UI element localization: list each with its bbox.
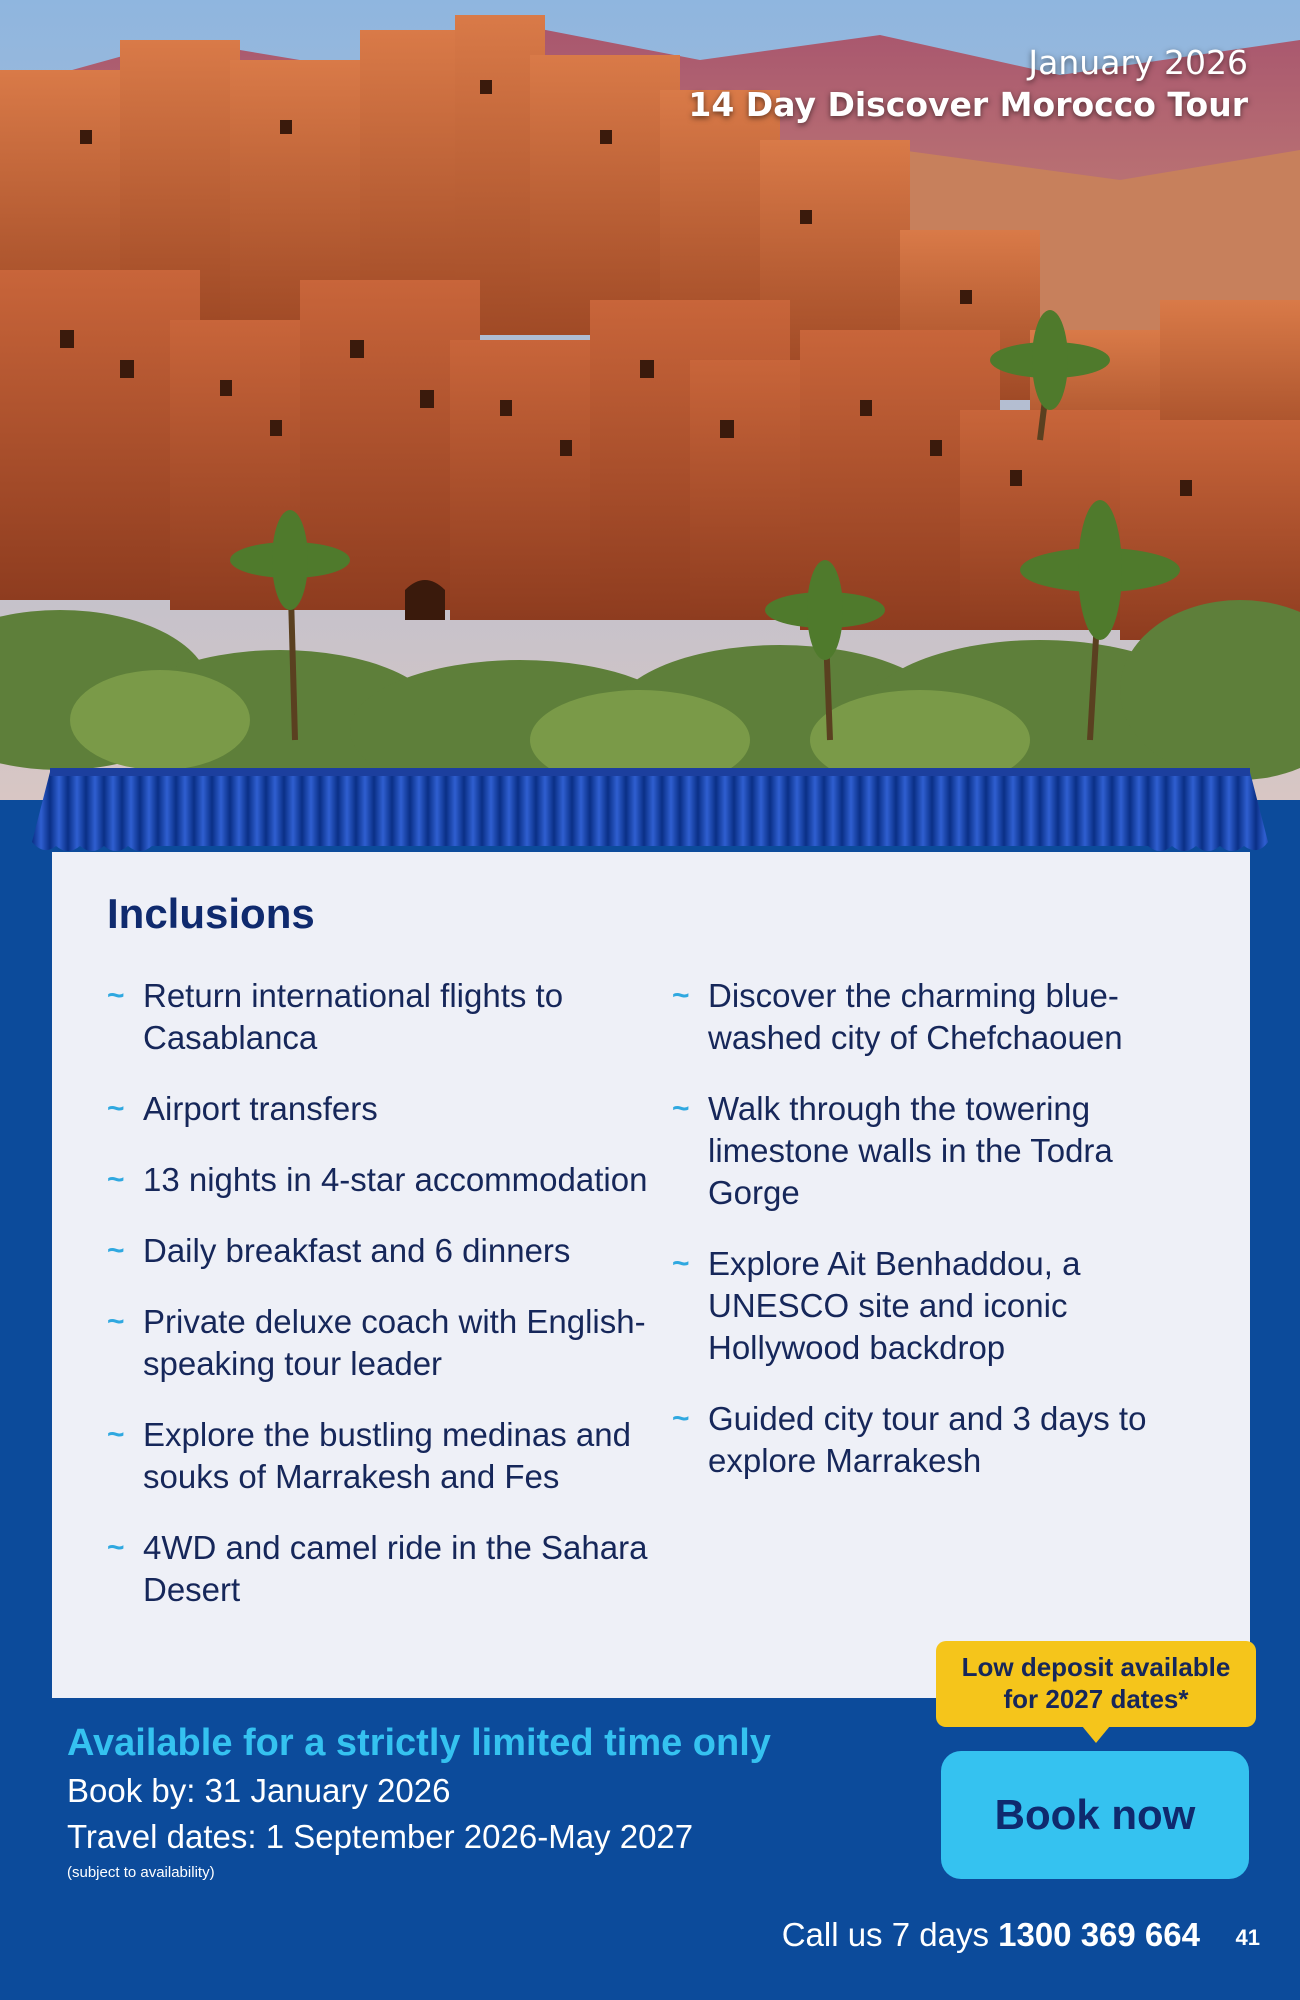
list-item-text: 13 nights in 4-star accommodation bbox=[143, 1161, 648, 1198]
list-item-text: Airport transfers bbox=[143, 1090, 378, 1127]
inclusions-heading: Inclusions bbox=[107, 890, 315, 937]
call-prefix: Call us 7 days bbox=[781, 1916, 989, 1953]
list-item bbox=[107, 1230, 667, 1272]
list-item-text: Guided city tour and 3 days to explore Marrakesh bbox=[708, 1400, 1147, 1479]
list-item bbox=[672, 975, 1192, 1059]
list-item-text: Private deluxe coach with English-speaking tour leader bbox=[143, 1303, 646, 1382]
tilde-bullet-icon: ~ bbox=[672, 1247, 690, 1280]
tilde-bullet-icon: ~ bbox=[672, 1402, 690, 1435]
tilde-bullet-icon: ~ bbox=[107, 1163, 125, 1196]
phone-number[interactable]: 1300 369 664 bbox=[998, 1916, 1200, 1953]
call-us-line bbox=[782, 1916, 1200, 1954]
hero-caption bbox=[688, 42, 1248, 126]
list-item bbox=[107, 1414, 667, 1498]
limited-time-headline: Available for a strictly limited time only bbox=[67, 1722, 771, 1764]
list-item-text: Explore the bustling medinas and souks of Marrakesh and Fes bbox=[143, 1416, 631, 1495]
list-item-text: Return international flights to Casablanca bbox=[143, 977, 564, 1056]
inclusions-list-right bbox=[672, 975, 1192, 1511]
book-now-button[interactable]: Book now bbox=[941, 1751, 1249, 1879]
inclusions-panel bbox=[52, 852, 1250, 1698]
tilde-bullet-icon: ~ bbox=[672, 979, 690, 1012]
book-by-date: Book by: 31 January 2026 bbox=[67, 1772, 451, 1809]
list-item bbox=[107, 1159, 667, 1201]
tilde-bullet-icon: ~ bbox=[107, 1092, 125, 1125]
tilde-bullet-icon: ~ bbox=[107, 1531, 125, 1564]
deposit-line-1: Low deposit available bbox=[961, 1652, 1231, 1682]
tilde-bullet-icon: ~ bbox=[107, 1234, 125, 1267]
tilde-bullet-icon: ~ bbox=[107, 1418, 125, 1451]
list-item bbox=[107, 975, 667, 1059]
tilde-bullet-icon: ~ bbox=[107, 979, 125, 1012]
list-item bbox=[672, 1088, 1192, 1214]
list-item bbox=[672, 1243, 1192, 1369]
list-item-text: Explore Ait Benhaddou, a UNESCO site and iconic Hollywood backdrop bbox=[708, 1245, 1081, 1366]
tilde-bullet-icon: ~ bbox=[672, 1092, 690, 1125]
list-item-text: 4WD and camel ride in the Sahara Desert bbox=[143, 1529, 648, 1608]
list-item bbox=[107, 1527, 667, 1611]
inclusions-list-left bbox=[107, 975, 667, 1640]
curtain-valance bbox=[32, 762, 1268, 858]
page-number: 41 bbox=[1235, 1925, 1260, 1950]
list-item bbox=[672, 1398, 1192, 1482]
list-item bbox=[107, 1088, 667, 1130]
tour-date: January 2026 bbox=[1028, 43, 1248, 82]
low-deposit-badge bbox=[936, 1641, 1256, 1727]
hero-photo bbox=[0, 0, 1300, 800]
travel-dates: Travel dates: 1 September 2026-May 2027 bbox=[67, 1818, 694, 1855]
list-item-text: Daily breakfast and 6 dinners bbox=[143, 1232, 571, 1269]
list-item-text: Discover the charming blue-washed city of Chefchaouen bbox=[708, 977, 1123, 1056]
tour-title: 14 Day Discover Morocco Tour bbox=[688, 85, 1248, 124]
list-item-text: Walk through the towering limestone walls in the Todra Gorge bbox=[708, 1090, 1113, 1211]
list-item bbox=[107, 1301, 667, 1385]
deposit-line-2: for 2027 dates* bbox=[1003, 1684, 1189, 1714]
tilde-bullet-icon: ~ bbox=[107, 1305, 125, 1338]
availability-note: (subject to availability) bbox=[67, 1864, 215, 1881]
